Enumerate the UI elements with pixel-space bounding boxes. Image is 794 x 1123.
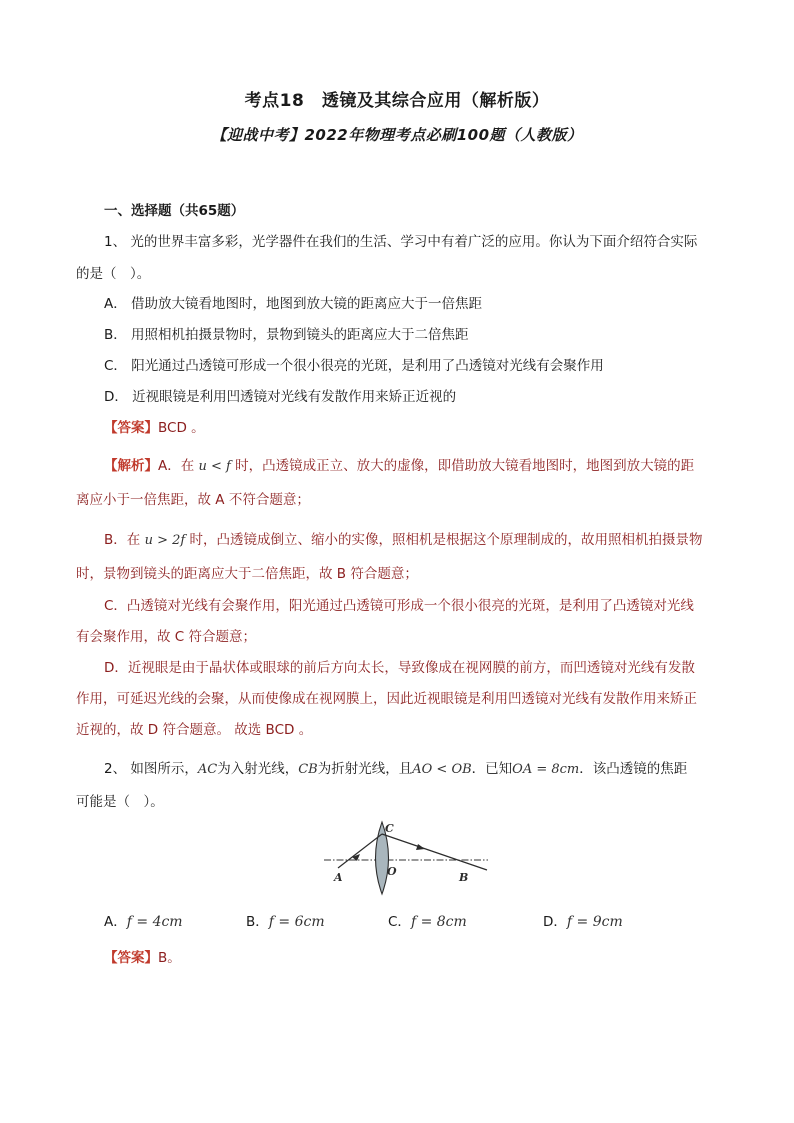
option-letter: C． xyxy=(388,914,411,930)
option-letter: A． xyxy=(104,914,127,930)
math-u-gt-2f: u > 2f xyxy=(144,533,186,548)
q1-stem-line1: 1、 光的世界丰富多彩，光学器件在我们的生活、学习中有着广泛的应用。你认为下面介绍符合实际 xyxy=(104,234,698,250)
analysis-a-text: A．在 xyxy=(158,458,199,474)
q1-answer xyxy=(104,416,205,436)
lens-diagram xyxy=(322,818,490,898)
answer-value: BCD 。 xyxy=(158,420,205,436)
label-a: A xyxy=(334,871,343,884)
q1-option-a: A． 借助放大镜看地图时，地图到放大镜的距离应大于一倍焦距 xyxy=(104,296,483,312)
page-title: 考点18 透镜及其综合应用（解析版） xyxy=(244,91,550,111)
analysis-b-text: B．在 xyxy=(104,532,145,548)
q2-option-d xyxy=(543,910,623,930)
q2-text: 为入射光线， xyxy=(217,761,299,777)
section-heading: 一、选择题（共65题） xyxy=(104,203,245,219)
q1-option-d: D． 近视眼镜是利用凹透镜对光线有发散作用来矫正近视的 xyxy=(104,389,457,405)
option-math: f = 6cm xyxy=(268,914,325,930)
option-math: f = 8cm xyxy=(410,914,467,930)
q2-stem-line2: 可能是（ ）。 xyxy=(76,794,164,810)
math-ao-lt-ob: AO < OB xyxy=(412,762,472,777)
option-letter: D． xyxy=(543,914,567,930)
q1-option-c: C． 阳光通过凸透镜可形成一个很小很亮的光斑，是利用了凸透镜对光线有会聚作用 xyxy=(104,358,604,374)
page-subtitle: 【迎战中考】2022年物理考点必刷100题（人教版） xyxy=(211,126,583,144)
q1-analysis-d-line3: 近视的，故 D 符合题意。 故选 BCD 。 xyxy=(76,722,313,738)
q1-analysis-b-line1 xyxy=(104,528,702,548)
label-o: O xyxy=(387,865,397,878)
q1-analysis-d-line2: 作用，可延迟光线的会聚，从而使像成在视网膜上，因此近视眼镜是利用凹透镜对光线有发散作用来矫正 xyxy=(76,691,697,707)
math-cb: CB xyxy=(298,762,318,777)
option-math: f = 4cm xyxy=(126,914,183,930)
q2-text: 2、 如图所示， xyxy=(104,761,198,777)
answer-tag: 【答案】 xyxy=(104,950,158,966)
q2-text: ．该凸透镜的焦距 xyxy=(579,761,688,777)
q2-text: ．已知 xyxy=(471,761,513,777)
q1-stem-line2: 的是（ ）。 xyxy=(76,266,151,282)
q2-option-c xyxy=(388,910,467,930)
q2-option-a xyxy=(104,910,183,930)
arrow-refracted xyxy=(416,844,425,850)
q1-analysis-a-line1 xyxy=(104,454,694,474)
q1-analysis-d-line1: D．近视眼是由于晶状体或眼球的前后方向太长，导致像成在视网膜的前方，而凹透镜对光线有发散 xyxy=(104,660,695,676)
q1-analysis-c-line1: C．凸透镜对光线有会聚作用，阳光通过凸透镜可形成一个很小很亮的光斑，是利用了凸透镜对光线 xyxy=(104,598,694,614)
q1-analysis-c-line2: 有会聚作用，故 C 符合题意； xyxy=(76,629,257,645)
answer-value: B。 xyxy=(158,950,181,966)
q1-analysis-a-line2: 离应小于一倍焦距，故 A 不符合题意； xyxy=(76,492,310,508)
label-c: C xyxy=(385,822,394,835)
math-u-lt-f: u < f xyxy=(198,459,231,474)
analysis-a-text-cont: 时，凸透镜成正立、放大的虚像，即借助放大镜看地图时，地图到放大镜的距 xyxy=(230,458,695,474)
refracted-ray xyxy=(382,834,487,870)
math-oa-8cm: OA = 8cm xyxy=(512,762,580,777)
math-ac: AC xyxy=(197,762,218,777)
q2-stem-line1 xyxy=(104,757,687,777)
q2-answer xyxy=(104,946,181,966)
q1-analysis-b-line2: 时，景物到镜头的距离应大于二倍焦距，故 B 符合题意； xyxy=(76,566,418,582)
analysis-b-text-cont: 时，凸透镜成倒立、缩小的实像，照相机是根据这个原理制成的，故用照相机拍摄景物 xyxy=(185,532,703,548)
q2-text: 为折射光线，且 xyxy=(317,761,413,777)
label-b: B xyxy=(459,871,469,884)
option-letter: B． xyxy=(246,914,269,930)
analysis-tag: 【解析】 xyxy=(104,458,158,474)
answer-tag: 【答案】 xyxy=(104,420,158,436)
q1-option-b: B． 用照相机拍摄景物时，景物到镜头的距离应大于二倍焦距 xyxy=(104,327,469,343)
option-math: f = 9cm xyxy=(566,914,623,930)
q2-option-b xyxy=(246,910,325,930)
